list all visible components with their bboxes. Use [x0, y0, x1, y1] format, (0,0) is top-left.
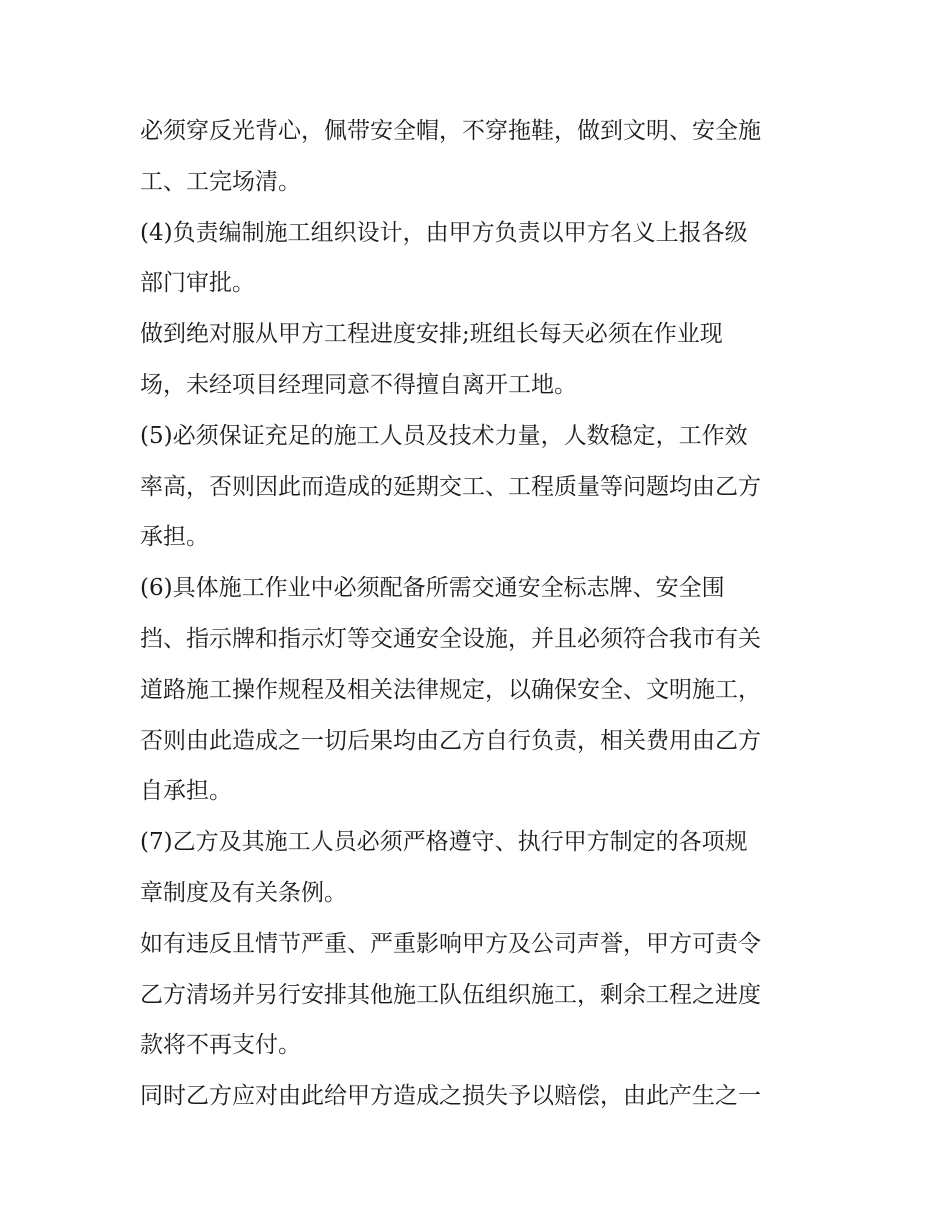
text-line: 章制度及有关条例。 [140, 879, 347, 906]
document-page [140, 106, 830, 1122]
text-line: 做到绝对服从甲方工程进度安排;班组长每天必须在作业现 [140, 321, 723, 348]
text-line: 工、工完场清。 [140, 168, 301, 195]
text-line: 乙方清场并另行安排其他施工队伍组织施工，剩余工程之进度 [140, 981, 761, 1008]
text-line: 道路施工操作规程及相关法律规定，以确保安全、文明施工， [140, 676, 761, 703]
text-line: 否则由此造成之一切后果均由乙方自行负责，相关费用由乙方 [140, 727, 761, 754]
text-line: 率高，否则因此而造成的延期交工、工程质量等问题均由乙方 [140, 473, 761, 500]
text-line: 如有违反且情节严重、严重影响甲方及公司声誉，甲方可责令 [140, 930, 761, 957]
text-line: (5)必须保证充足的施工人员及技术力量，人数稳定，工作效 [140, 422, 748, 449]
text-line: 款将不再支付。 [140, 1032, 301, 1059]
text-line: 场，未经项目经理同意不得擅自离开工地。 [140, 371, 577, 398]
text-line: (7)乙方及其施工人员必须严格遵守、执行甲方制定的各项规 [140, 829, 748, 856]
text-line: 必须穿反光背心，佩带安全帽，不穿拖鞋，做到文明、安全施 [140, 118, 761, 144]
text-line: (4)负责编制施工组织设计，由甲方负责以甲方名义上报各级 [140, 219, 748, 246]
text-line: 自承担。 [140, 778, 232, 805]
text-line: 挡、指示牌和指示灯等交通安全设施，并且必须符合我市有关 [140, 625, 761, 652]
text-line: 同时乙方应对由此给甲方造成之损失予以赔偿，由此产生之一 [140, 1083, 761, 1110]
text-line: (6)具体施工作业中必须配备所需交通安全标志牌、安全围 [140, 575, 725, 602]
text-line: 部门审批。 [140, 270, 255, 297]
text-line: 承担。 [140, 524, 209, 551]
